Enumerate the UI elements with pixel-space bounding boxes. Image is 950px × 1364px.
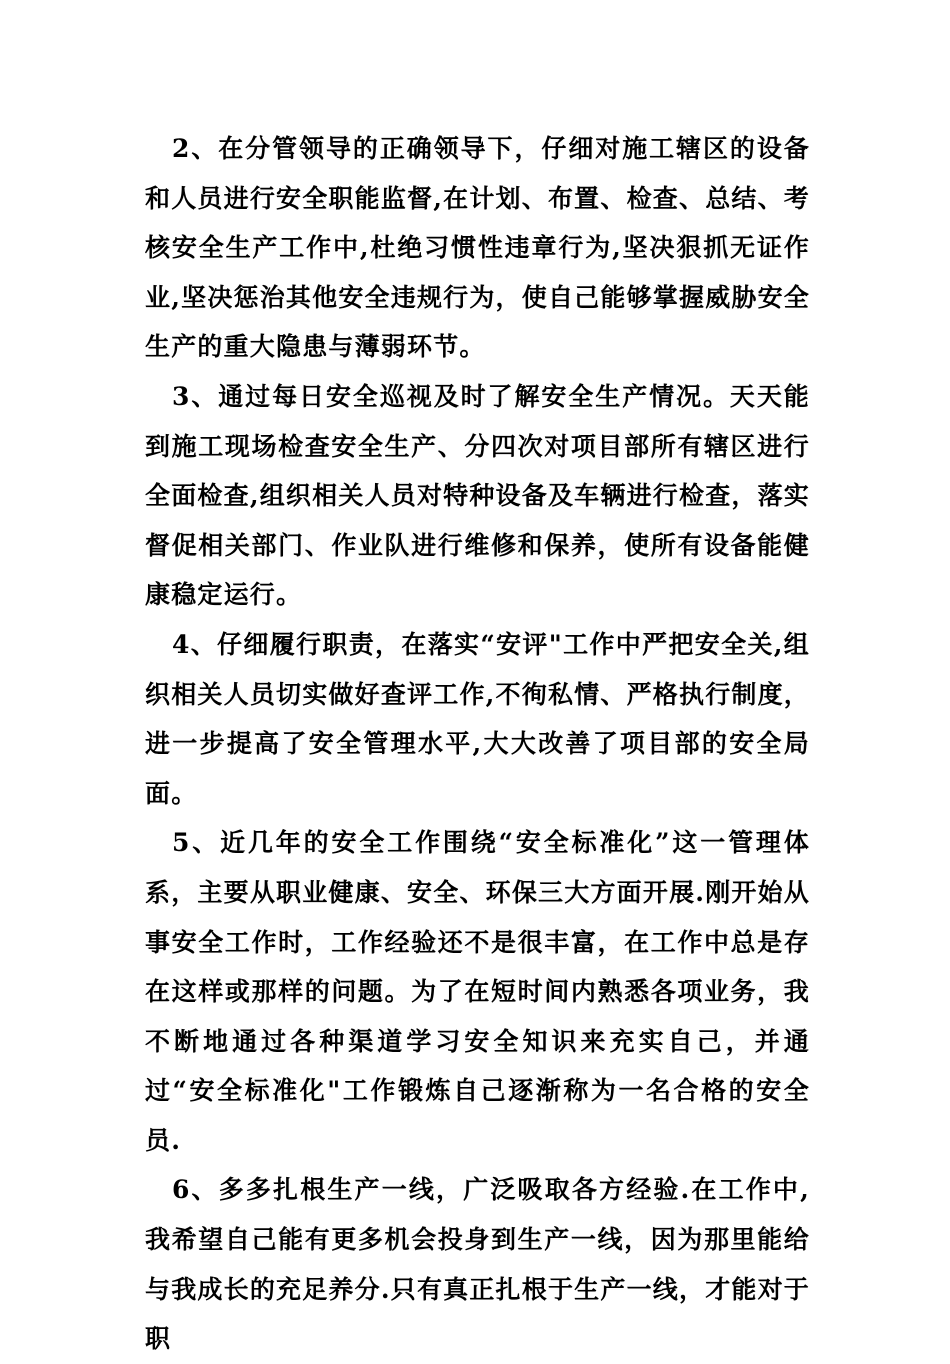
- document-body: [145, 124, 810, 1364]
- paragraph-item-5: 5、近几年的安全工作围绕“安全标准化”这一管理体系，主要从职业健康、安全、环保三大方面开展.刚开始从事安全工作时，工作经验还不是很丰富，在工作中总是存在这样或那样的问题。为了在短时间内熟悉各项业务，我不断地通过各种渠道学习安全知识来充实自己，并通过“安全标准化"工作锻炼自己逐渐称为一名合格的安全员.: [145, 828, 810, 1155]
- paragraph-item-4: 4、仔细履行职责，在落实“安评"工作中严把安全关,组织相关人员切实做好查评工作,不徇私情、严格执行制度，进一步提高了安全管理水平,大大改善了项目部的安全局面。: [145, 629, 810, 808]
- paragraph-item-6: 6、多多扎根生产一线，广泛吸取各方经验.在工作中,我希望自己能有更多机会投身到生产一线，因为那里能给与我成长的充足养分.只有真正扎根于生产一线，才能对于职: [145, 1175, 810, 1354]
- paragraph-item-3: 3、通过每日安全巡视及时了解安全生产情况。天天能到施工现场检查安全生产、分四次对项目部所有辖区进行全面检查,组织相关人员对特种设备及车辆进行检查，落实督促相关部门、作业队进行维修和保养，使所有设备能健康稳定运行。: [145, 381, 810, 610]
- paragraph-item-2: 2、在分管领导的正确领导下，仔细对施工辖区的设备和人员进行安全职能监督,在计划、布置、检查、总结、考核安全生产工作中,杜绝习惯性违章行为,坚决狠抓无证作业,坚决惩治其他安全违规行为，使自己能够掌握威胁安全生产的重大隐患与薄弱环节。: [145, 134, 810, 362]
